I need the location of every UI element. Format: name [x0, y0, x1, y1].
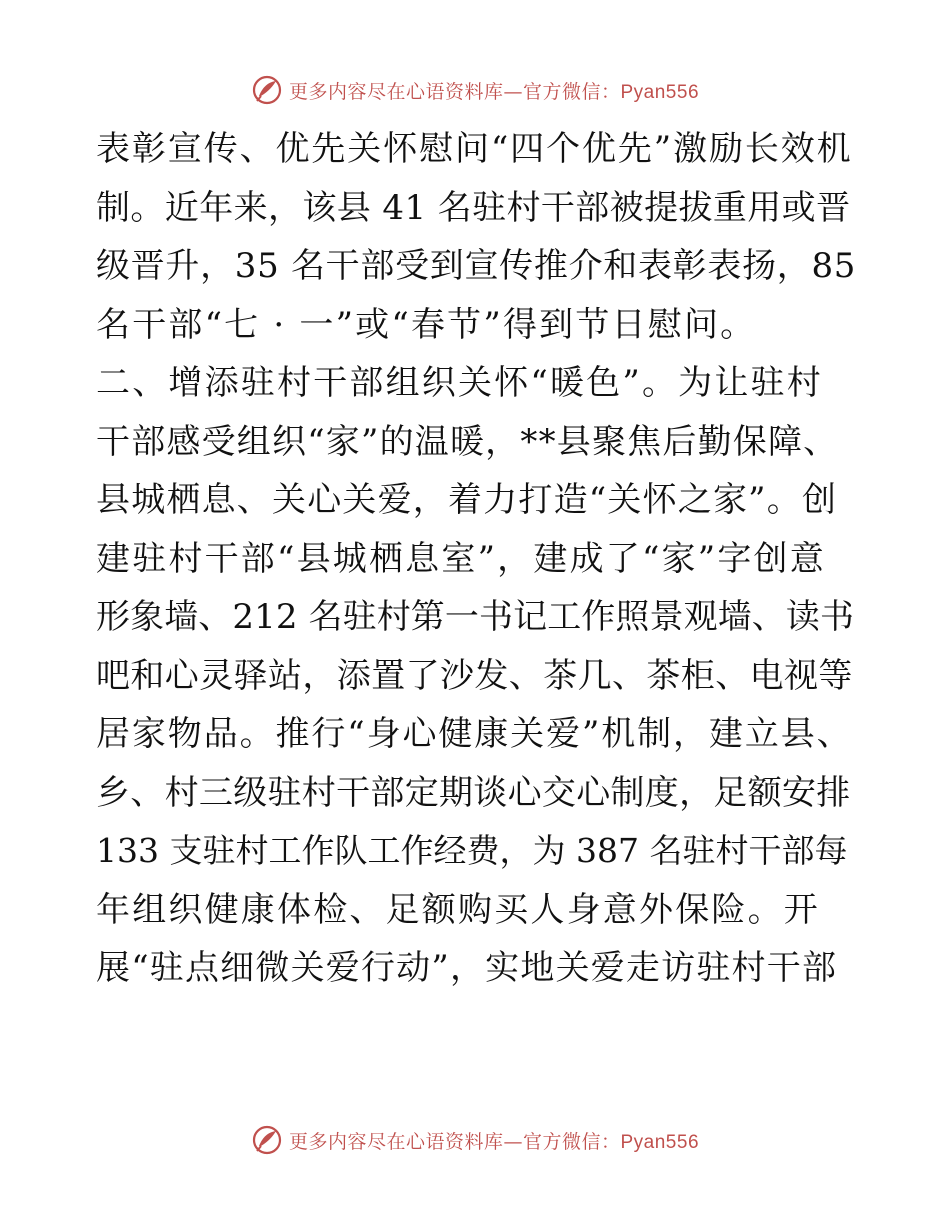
feather-swirl-logo-icon — [251, 1124, 283, 1156]
feather-swirl-logo-icon — [251, 74, 283, 106]
text-line: 级晋升，35 名干部受到宣传推介和表彰表扬，85 — [96, 246, 857, 286]
text-line: 县城栖息、关心关爱，着力打造“关怀之家”。创 — [96, 480, 838, 520]
text-line: 建驻村干部“县城栖息室”，建成了“家”字创意 — [96, 538, 826, 579]
text-line: 133 支驻村工作队工作经费，为 387 名驻村干部每 — [96, 831, 848, 870]
section-heading-line: 二、增添驻村干部组织关怀“暖色”。为让驻村 — [96, 363, 823, 403]
text-line: 表彰宣传、优先关怀慰问“四个优先”激励长效机 — [96, 129, 853, 169]
text-line: 年组织健康体检、足额购买人身意外保险。开 — [96, 889, 820, 930]
header-watermark — [0, 70, 950, 110]
text-line: 乡、村三级驻村干部定期谈心交心制度，足额安排 — [96, 772, 851, 813]
text-line: 展“驻点细微关爱行动”，实地关爱走访驻村干部 — [96, 948, 838, 988]
text-line: 形象墙、212 名驻村第一书记工作照景观墙、读书 — [96, 597, 855, 637]
watermark-text: 更多内容尽在心语资料库—官方微信：Pyan556 — [288, 80, 700, 103]
watermark-text: 更多内容尽在心语资料库—官方微信：Pyan556 — [288, 1130, 700, 1153]
document-body — [96, 120, 856, 998]
footer-watermark — [0, 1120, 950, 1160]
text-line: 干部感受组织“家”的温暖，**县聚焦后勤保障、 — [96, 421, 839, 462]
text-line: 制。近年来，该县 41 名驻村干部被提拔重用或晋 — [96, 187, 851, 228]
text-line: 吧和心灵驿站，添置了沙发、茶几、茶柜、电视等 — [96, 655, 853, 696]
text-line: 居家物品。推行“身心健康关爱”机制，建立县、 — [96, 714, 853, 754]
text-line: 名干部“七 · 一”或“春节”得到节日慰问。 — [96, 304, 757, 345]
